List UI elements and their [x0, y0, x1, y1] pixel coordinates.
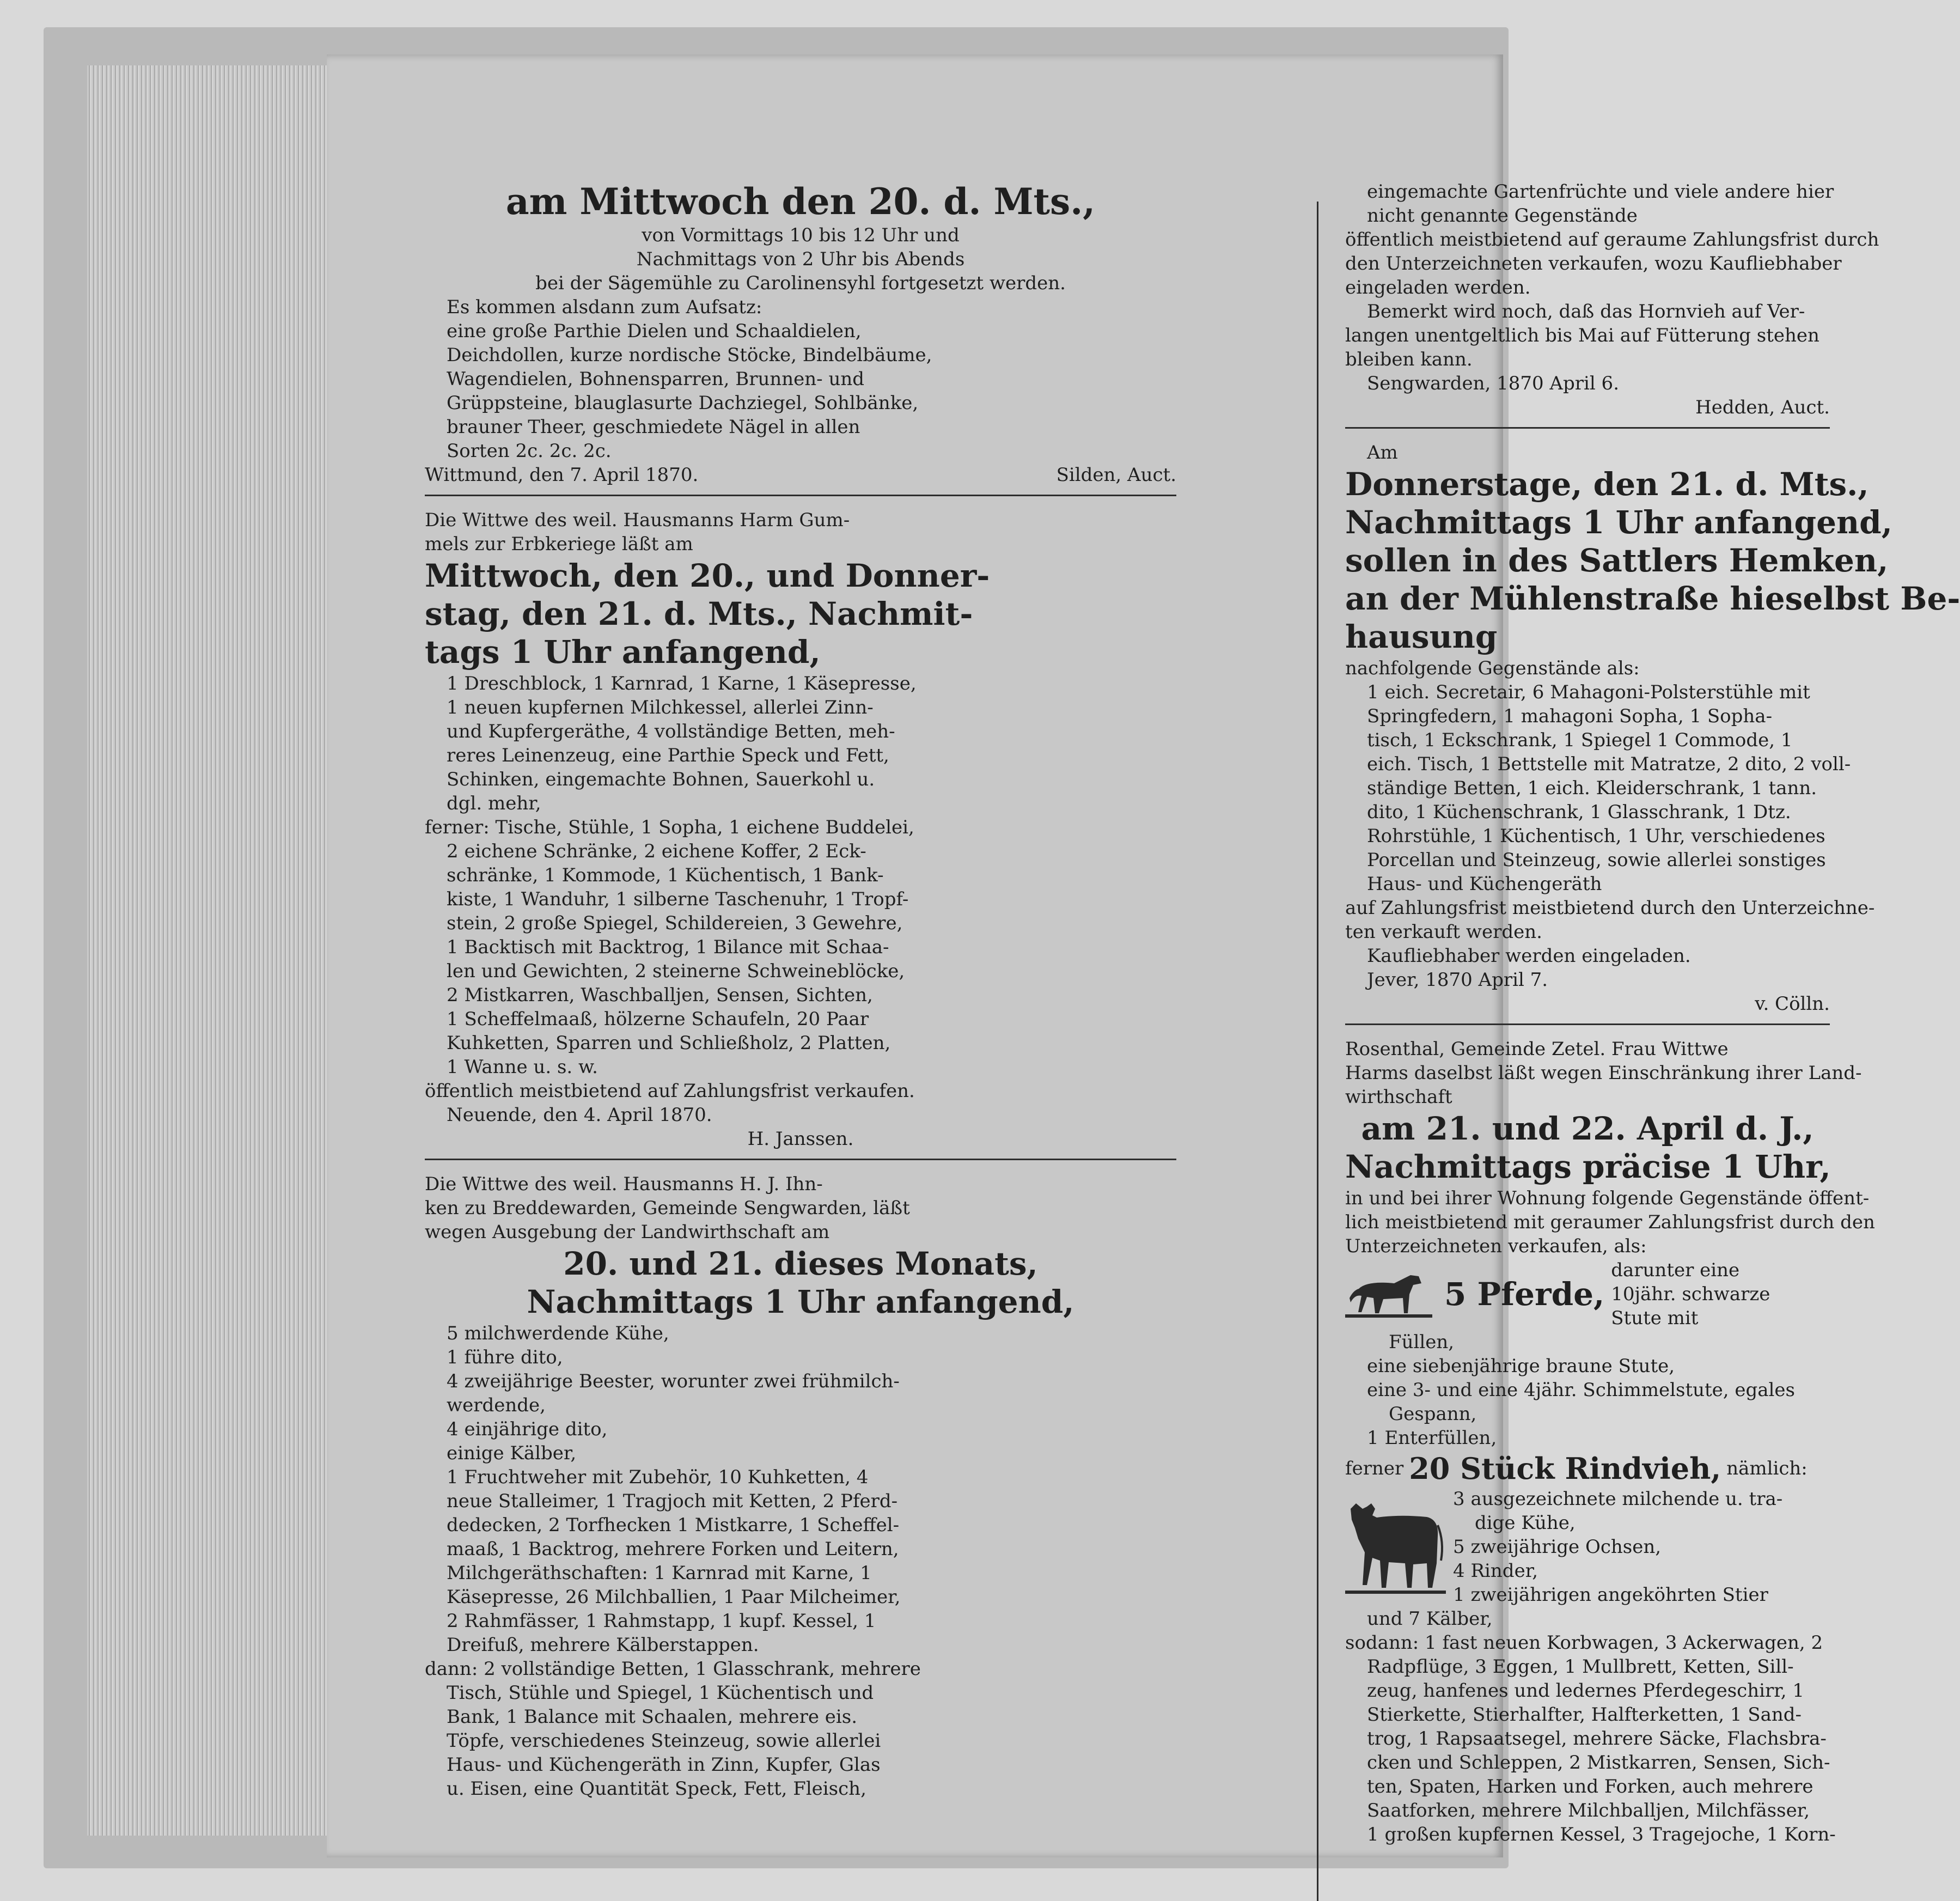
notice-line: eich. Tisch, 1 Bettstelle mit Matratze, 2 dito, 2 voll- — [1367, 753, 1851, 775]
notice-line: bleiben kann. — [1345, 349, 1473, 370]
notice-line: zeug, hanfenes und ledernes Pferdegeschirr, 1 — [1367, 1680, 1805, 1702]
notice-line: werdende, — [447, 1394, 546, 1416]
notice-line: Kaufliebhaber werden eingeladen. — [1367, 945, 1691, 967]
notice-intro: Unterzeichneten verkaufen, als: — [1345, 1235, 1647, 1257]
notice-line: eine große Parthie Dielen und Schaaldielen, — [447, 320, 862, 342]
notice-line: bei der Sägemühle zu Carolinensyhl fortgesetzt werden. — [535, 272, 1066, 294]
notice-line: ferner: Tische, Stühle, 1 Sopha, 1 eichene Buddelei, — [425, 817, 914, 838]
place-date: Jever, 1870 April 7. — [1367, 969, 1548, 991]
notice-line: Bemerkt wird noch, daß das Hornvieh auf Ver- — [1367, 301, 1805, 322]
auction-notice-ihnken — [425, 1172, 1176, 1801]
notice-line: ständige Betten, 1 eich. Kleiderschrank, 1 tann. — [1367, 777, 1817, 799]
notice-line: neue Stalleimer, 1 Tragjoch mit Ketten, 2 Pferd- — [447, 1490, 898, 1512]
notice-line: Bank, 1 Balance mit Schaalen, mehrere eis. — [447, 1706, 858, 1728]
notice-intro: Rosenthal, Gemeinde Zetel. Frau Wittwe — [1345, 1038, 1729, 1060]
newspaper-page — [327, 54, 1960, 1857]
notice-line: 1 Dreschblock, 1 Karnrad, 1 Karne, 1 Käsepresse, — [447, 673, 917, 694]
separator-rule — [1345, 427, 1830, 429]
notice-line: cken und Schleppen, 2 Mistkarren, Sensen, Sich- — [1367, 1752, 1830, 1774]
notice-line: 5 zweijährige Ochsen, — [1453, 1536, 1662, 1558]
separator-rule — [425, 495, 1176, 496]
notice-line: len und Gewichten, 2 steinerne Schweineblöcke, — [447, 960, 905, 982]
right-column — [1345, 180, 1960, 1847]
notice-line: Rohrstühle, 1 Küchentisch, 1 Uhr, verschiedenes — [1367, 825, 1825, 847]
notice-line: 5 milchwerdende Kühe, — [447, 1323, 669, 1344]
notice-line: schränke, 1 Kommode, 1 Küchentisch, 1 Bank- — [447, 864, 884, 886]
notice-am: Am — [1367, 442, 1398, 464]
notice-line: Sorten 2c. 2c. 2c. — [447, 440, 612, 462]
notice-heading: 20. und 21. dieses Monats, — [563, 1245, 1038, 1282]
place-date: Sengwarden, 1870 April 6. — [1367, 373, 1620, 394]
notice-heading: am Mittwoch den 20. d. Mts., — [505, 180, 1096, 223]
notice-line: nachfolgende Gegenstände als: — [1345, 657, 1640, 679]
left-column — [425, 180, 1176, 1801]
signature: H. Janssen. — [747, 1128, 854, 1150]
notice-line: 1 zweijährigen angeköhrten Stier — [1453, 1584, 1768, 1606]
notice-line: dgl. mehr, — [447, 793, 541, 814]
notice-line: eine siebenjährige braune Stute, — [1367, 1355, 1675, 1377]
notice-line: ten, Spaten, Harken und Forken, auch mehrere — [1367, 1776, 1814, 1798]
notice-line: 1 Wanne u. s. w. — [447, 1056, 598, 1078]
separator-rule — [1345, 1023, 1830, 1025]
notice-line: 2 Mistkarren, Waschballjen, Sensen, Sichten, — [447, 984, 873, 1006]
auction-notice-sawmill — [425, 181, 1176, 487]
notice-line: von Vormittags 10 bis 12 Uhr und — [642, 224, 960, 246]
notice-heading: Mittwoch, den 20., und Donner- — [425, 557, 990, 594]
notice-line: Schinken, eingemachte Bohnen, Sauerkohl u. — [447, 769, 875, 790]
notice-line: 1 Fruchtweher mit Zubehör, 10 Kuhketten, 4 — [447, 1466, 869, 1488]
notice-line: 1 Enterfüllen, — [1367, 1427, 1497, 1449]
notice-intro: mels zur Erbkeriege läßt am — [425, 533, 693, 555]
notice-line: dedecken, 2 Torfhecken 1 Mistkarre, 1 Scheffel- — [447, 1514, 900, 1536]
notice-line: den Unterzeichneten verkaufen, wozu Kaufliebhaber — [1345, 253, 1842, 275]
column-rule — [1317, 202, 1318, 1901]
notice-line: Grüppsteine, blauglasurte Dachziegel, Sohlbänke, — [447, 392, 919, 414]
notice-line: eingeladen werden. — [1345, 277, 1531, 298]
page-edges — [87, 65, 332, 1836]
auction-notice-harms — [1345, 1037, 1875, 1847]
ox-icon — [1345, 1487, 1449, 1601]
notice-line: Töpfe, verschiedenes Steinzeug, sowie allerlei — [447, 1730, 881, 1752]
notice-line: 2 eichene Schränke, 2 eichene Koffer, 2 Eck- — [447, 840, 866, 862]
notice-line: Tisch, Stühle und Spiegel, 1 Küchentisch und — [447, 1682, 874, 1704]
notice-heading: Nachmittags präcise 1 Uhr, — [1345, 1148, 1831, 1185]
horse-icon — [1345, 1264, 1438, 1324]
notice-line: 1 Backtisch mit Backtrog, 1 Bilance mit Schaa- — [447, 936, 889, 958]
auction-notice-continued — [1345, 180, 1879, 419]
notice-line: Radpflüge, 3 Eggen, 1 Mullbrett, Ketten, Sill- — [1367, 1656, 1794, 1678]
notice-line: 1 neuen kupfernen Milchkessel, allerlei Zinn- — [447, 697, 874, 718]
notice-heading: Donnerstage, den 21. d. Mts., — [1345, 466, 1869, 503]
signature: Silden, Auct. — [1056, 464, 1176, 486]
notice-line: und 7 Kälber, — [1367, 1608, 1493, 1630]
notice-line: dann: 2 vollständige Betten, 1 Glasschrank, mehrere — [425, 1658, 921, 1680]
notice-line: und Kupfergeräthe, 4 vollständige Betten, meh- — [447, 721, 895, 742]
horses-detail: darunter eine 10jähr. schwarze Stute mit — [1611, 1259, 1770, 1329]
notice-intro: wegen Ausgebung der Landwirthschaft am — [425, 1221, 830, 1243]
notice-line: Haus- und Küchengeräth in Zinn, Kupfer, Glas — [447, 1754, 881, 1776]
cattle-prefix: ferner — [1345, 1458, 1404, 1479]
notice-line: Haus- und Küchengeräth — [1367, 873, 1602, 895]
notice-line: Füllen, — [1389, 1331, 1455, 1353]
notice-line: auf Zahlungsfrist meistbietend durch den Unterzeichne- — [1345, 897, 1875, 919]
notice-line: maaß, 1 Backtrog, mehrere Forken und Leitern, — [447, 1538, 899, 1560]
notice-heading: sollen in des Sattlers Hemken, — [1345, 542, 1889, 579]
notice-heading: Nachmittags 1 Uhr anfangend, — [1345, 504, 1892, 541]
notice-line: Wagendielen, Bohnensparren, Brunnen- und — [447, 368, 865, 390]
notice-line: einige Kälber, — [447, 1442, 577, 1464]
notice-line: u. Eisen, eine Quantität Speck, Fett, Fleisch, — [447, 1778, 866, 1800]
notice-line: kiste, 1 Wanduhr, 1 silberne Taschenuhr, 1 Tropf- — [447, 888, 909, 910]
notice-line: Kuhketten, Sparren und Schließholz, 2 Platten, — [447, 1032, 891, 1054]
notice-heading: Nachmittags 1 Uhr anfangend, — [527, 1283, 1074, 1320]
notice-line: öffentlich meistbietend auf geraume Zahlungsfrist durch — [1345, 229, 1879, 251]
horses-row — [1345, 1258, 1830, 1330]
notice-line: trog, 1 Rapsaatsegel, mehrere Säcke, Flachsbra- — [1367, 1728, 1827, 1750]
notice-line: stein, 2 große Spiegel, Schildereien, 3 Gewehre, — [447, 912, 903, 934]
auction-notice-gummels — [425, 508, 1176, 1151]
notice-heading: stag, den 21. d. Mts., Nachmit- — [425, 595, 973, 632]
notice-line: Dreifuß, mehrere Kälberstappen. — [447, 1634, 759, 1656]
notice-line: eingemachte Gartenfrüchte und viele andere hier — [1367, 181, 1834, 203]
notice-intro: lich meistbietend mit geraumer Zahlungsfrist durch den — [1345, 1211, 1875, 1233]
notice-line: 3 ausgezeichnete milchende u. tra- — [1453, 1488, 1783, 1510]
notice-heading: tags 1 Uhr anfangend, — [425, 633, 821, 671]
notice-line: Es kommen alsdann zum Aufsatz: — [447, 296, 762, 318]
notice-intro: Die Wittwe des weil. Hausmanns H. J. Ihn- — [425, 1173, 823, 1195]
notice-line: Springfedern, 1 mahagoni Sopha, 1 Sopha- — [1367, 705, 1773, 727]
notice-line: Gespann, — [1389, 1403, 1477, 1425]
signature: v. Cölln. — [1755, 993, 1830, 1015]
notice-line: 1 Scheffelmaaß, hölzerne Schaufeln, 20 Paar — [447, 1008, 869, 1030]
notice-line: Käsepresse, 26 Milchballien, 1 Paar Milcheimer, — [447, 1586, 901, 1608]
notice-line: 4 einjährige dito, — [447, 1418, 608, 1440]
notice-line: Porcellan und Steinzeug, sowie allerlei sonstiges — [1367, 849, 1826, 871]
notice-intro: Harms daselbst läßt wegen Einschränkung ihrer Land- — [1345, 1062, 1862, 1084]
signature: Hedden, Auct. — [1695, 397, 1830, 418]
notice-intro: wirthschaft — [1345, 1086, 1452, 1108]
notice-intro: ken zu Breddewarden, Gemeinde Sengwarden, läßt — [425, 1197, 910, 1219]
notice-intro: in und bei ihrer Wohnung folgende Gegenstände öffent- — [1345, 1187, 1870, 1209]
separator-rule — [425, 1159, 1176, 1160]
cattle-suffix: nämlich: — [1726, 1458, 1808, 1479]
notice-line: 4 zweijährige Beester, worunter zwei frühmilch- — [447, 1370, 900, 1392]
auction-notice-hemken — [1345, 441, 1960, 1016]
notice-line: 1 eich. Secretair, 6 Mahagoni-Polsterstühle mit — [1367, 681, 1810, 703]
notice-line: Deichdollen, kurze nordische Stöcke, Bindelbäume, — [447, 344, 932, 366]
horses-heading: 5 Pferde, — [1444, 1276, 1605, 1313]
place-date: Wittmund, den 7. April 1870. — [425, 464, 699, 486]
notice-line: 4 Rinder, — [1453, 1560, 1538, 1582]
notice-line: 1 führe dito, — [447, 1346, 563, 1368]
notice-line: Stierkette, Stierhalfter, Halfterketten, 1 Sand- — [1367, 1704, 1802, 1726]
notice-line: öffentlich meistbietend auf Zahlungsfrist verkaufen. — [425, 1080, 915, 1102]
notice-line: sodann: 1 fast neuen Korbwagen, 3 Ackerwagen, 2 — [1345, 1632, 1823, 1654]
cattle-row — [1345, 1450, 1830, 1487]
notice-intro: Die Wittwe des weil. Hausmanns Harm Gum- — [425, 509, 850, 531]
notice-line: brauner Theer, geschmiedete Nägel in allen — [447, 416, 860, 438]
notice-line: reres Leinenzeug, eine Parthie Speck und Fett, — [447, 745, 889, 766]
notice-heading: an der Mühlenstraße hieselbst Be- — [1345, 580, 1960, 617]
place-date: Neuende, den 4. April 1870. — [447, 1104, 712, 1126]
notice-line: 2 Rahmfässer, 1 Rahmstapp, 1 kupf. Kessel, 1 — [447, 1610, 876, 1632]
notice-line: Nachmittags von 2 Uhr bis Abends — [636, 248, 965, 270]
cattle-heading: 20 Stück Rindvieh, — [1409, 1451, 1721, 1486]
notice-heading: am 21. und 22. April d. J., — [1361, 1110, 1814, 1147]
notice-line: nicht genannte Gegenstände — [1367, 205, 1638, 227]
notice-line: 1 großen kupfernen Kessel, 3 Tragejoche, 1 Korn- — [1367, 1824, 1836, 1845]
notice-line: ten verkauft werden. — [1345, 921, 1542, 943]
notice-line: eine 3- und eine 4jähr. Schimmelstute, egales — [1367, 1379, 1796, 1401]
notice-line: Saatforken, mehrere Milchballjen, Milchfässer, — [1367, 1800, 1810, 1821]
notice-line: dige Kühe, — [1475, 1512, 1576, 1534]
notice-heading: hausung — [1345, 618, 1498, 655]
notice-line: langen unentgeltlich bis Mai auf Fütterung stehen — [1345, 325, 1819, 346]
notice-line: Milchgeräthschaften: 1 Karnrad mit Karne, 1 — [447, 1562, 872, 1584]
notice-line: tisch, 1 Eckschrank, 1 Spiegel 1 Commode, 1 — [1367, 729, 1793, 751]
notice-line: dito, 1 Küchenschrank, 1 Glasschrank, 1 Dtz. — [1367, 801, 1791, 823]
